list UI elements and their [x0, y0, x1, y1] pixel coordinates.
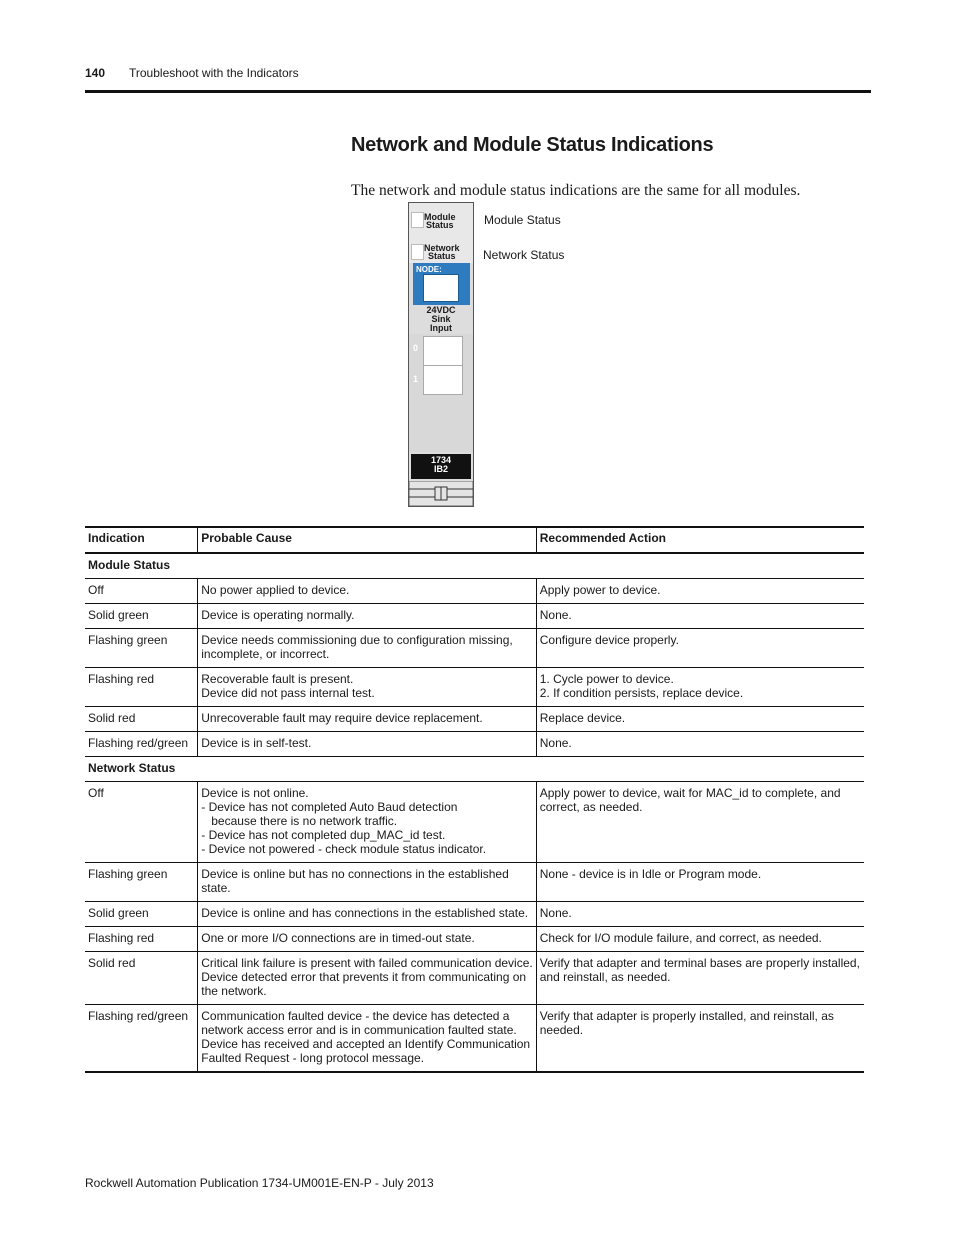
action-line: None - device is in Idle or Program mode. [539, 867, 762, 881]
indication-cell: Solid red [85, 707, 198, 732]
action-line: None. [539, 906, 572, 920]
action-line: Configure device properly. [539, 633, 679, 647]
indication-cell: Solid red [85, 952, 198, 1005]
table-row [85, 707, 864, 732]
recommended-action-cell [536, 863, 864, 902]
cause-line: Device is online and has connections in the established state. [201, 906, 529, 920]
column-header-probable-cause: Probable Cause [198, 527, 536, 553]
action-line: None. [539, 736, 572, 750]
probable-cause-cell [198, 629, 536, 668]
cause-line: One or more I/O connections are in timed-out state. [201, 931, 475, 945]
intro-paragraph: The network and module status indications are the same for all modules. [351, 182, 801, 199]
network-status-led-label: Network Status [424, 243, 460, 261]
node-label: NODE: [416, 265, 442, 274]
group-header-label: Network Status [85, 757, 864, 782]
table-header-row [85, 527, 864, 553]
column-header-recommended-action: Recommended Action [536, 527, 864, 553]
indication-cell: Solid green [85, 604, 198, 629]
page-header [85, 66, 871, 93]
recommended-action-cell [536, 707, 864, 732]
cause-line: Device is not online. [201, 786, 309, 800]
node-address-window [423, 274, 459, 302]
recommended-action-cell [536, 629, 864, 668]
channel-0-indicator [423, 336, 463, 366]
status-indications-table [85, 526, 864, 1073]
cause-line: Device is online but has no connections in the established [201, 867, 509, 881]
probable-cause-cell [198, 782, 536, 863]
table-row [85, 629, 864, 668]
recommended-action-cell [536, 927, 864, 952]
probable-cause-cell [198, 902, 536, 927]
action-line: Replace device. [539, 711, 626, 725]
indication-cell: Flashing red/green [85, 1005, 198, 1073]
table-row [85, 604, 864, 629]
cause-line: Device detected error that prevents it from communicating on [201, 970, 527, 984]
column-header-indication: Indication [85, 527, 198, 553]
cause-line: the network. [201, 984, 267, 998]
cause-line: Device did not pass internal test. [201, 686, 375, 700]
table-row [85, 927, 864, 952]
cause-line: incomplete, or incorrect. [201, 647, 330, 661]
node-address-panel [413, 263, 470, 305]
indication-cell: Flashing green [85, 863, 198, 902]
probable-cause-cell [198, 927, 536, 952]
action-line: 1. Cycle power to device. [539, 672, 674, 686]
action-line: correct, as needed. [539, 800, 643, 814]
recommended-action-cell [536, 668, 864, 707]
indication-cell: Flashing red [85, 927, 198, 952]
cause-line: because there is no network traffic. [201, 814, 398, 828]
table-row [85, 863, 864, 902]
terminal-base-latch [409, 481, 473, 506]
indication-cell: Flashing red/green [85, 732, 198, 757]
indication-cell: Off [85, 579, 198, 604]
action-line: Check for I/O module failure, and correct, as needed. [539, 931, 822, 945]
module-illustration [408, 202, 474, 507]
indication-cell: Off [85, 782, 198, 863]
group-header-label: Module Status [85, 553, 864, 579]
table-row [85, 782, 864, 863]
cause-line: Device needs commissioning due to configuration missing, [201, 633, 513, 647]
table-row [85, 732, 864, 757]
table-row [85, 668, 864, 707]
recommended-action-cell [536, 1005, 864, 1073]
cause-line: No power applied to device. [201, 583, 350, 597]
probable-cause-cell [198, 732, 536, 757]
cause-line: network access error and is in communication faulted state. [201, 1023, 517, 1037]
cause-line: Device is in self-test. [201, 736, 312, 750]
cause-line: Critical link failure is present with failed communication device. [201, 956, 533, 970]
cause-line: Faulted Request - long protocol message. [201, 1051, 425, 1065]
cause-line: Recoverable fault is present. [201, 672, 354, 686]
cause-line: - Device has not completed dup_MAC_id test. [201, 828, 446, 842]
channel-1-indicator [423, 365, 463, 395]
cause-line: Communication faulted device - the device has detected a [201, 1009, 510, 1023]
cause-line: Device has received and accepted an Identify Communication [201, 1037, 531, 1051]
probable-cause-cell [198, 1005, 536, 1073]
channel-0-label: 0 [413, 343, 419, 353]
table-row [85, 579, 864, 604]
recommended-action-cell [536, 732, 864, 757]
recommended-action-cell [536, 782, 864, 863]
module-type-label: 24VDC Sink Input [426, 305, 456, 333]
table-row [85, 1005, 864, 1073]
running-title: Troubleshoot with the Indicators [129, 66, 299, 80]
recommended-action-cell [536, 604, 864, 629]
action-line: Apply power to device, wait for MAC_id to complete, and [539, 786, 841, 800]
recommended-action-cell [536, 952, 864, 1005]
probable-cause-cell [198, 863, 536, 902]
action-line: Apply power to device. [539, 583, 661, 597]
indication-cell: Solid green [85, 902, 198, 927]
module-status-led-label: Module Status [424, 212, 456, 230]
indication-cell: Flashing green [85, 629, 198, 668]
table-row [85, 952, 864, 1005]
network-status-caption: Network Status [483, 248, 565, 262]
cause-line: state. [201, 881, 231, 895]
recommended-action-cell [536, 579, 864, 604]
probable-cause-cell [198, 604, 536, 629]
recommended-action-cell [536, 902, 864, 927]
probable-cause-cell [198, 707, 536, 732]
network-status-led [411, 244, 424, 260]
group-header-row [85, 553, 864, 579]
probable-cause-cell [198, 952, 536, 1005]
module-status-led [411, 212, 424, 228]
section-title: Network and Module Status Indications [351, 134, 714, 156]
action-line: Verify that adapter is properly installed, and reinstall, as [539, 1009, 834, 1023]
action-line: Verify that adapter and terminal bases are properly installed, [539, 956, 860, 970]
page-number: 140 [85, 66, 106, 80]
probable-cause-cell [198, 579, 536, 604]
channel-1-label: 1 [413, 374, 419, 384]
cause-line: - Device has not completed Auto Baud detection [201, 800, 458, 814]
table-row [85, 902, 864, 927]
cause-line: Device is operating normally. [201, 608, 355, 622]
cause-line: Unrecoverable fault may require device replacement. [201, 711, 483, 725]
cause-line: - Device not powered - check module status indicator. [201, 842, 487, 856]
module-status-caption: Module Status [484, 213, 561, 227]
action-line: needed. [539, 1023, 584, 1037]
indication-cell: Flashing red [85, 668, 198, 707]
action-line: None. [539, 608, 572, 622]
group-header-row [85, 757, 864, 782]
action-line: 2. If condition persists, replace device. [539, 686, 744, 700]
catalog-number-label: 1734 IB2 [411, 454, 471, 479]
action-line: and reinstall, as needed. [539, 970, 671, 984]
page-footer: Rockwell Automation Publication 1734-UM001E-EN-P - July 2013 [85, 1176, 434, 1190]
probable-cause-cell [198, 668, 536, 707]
